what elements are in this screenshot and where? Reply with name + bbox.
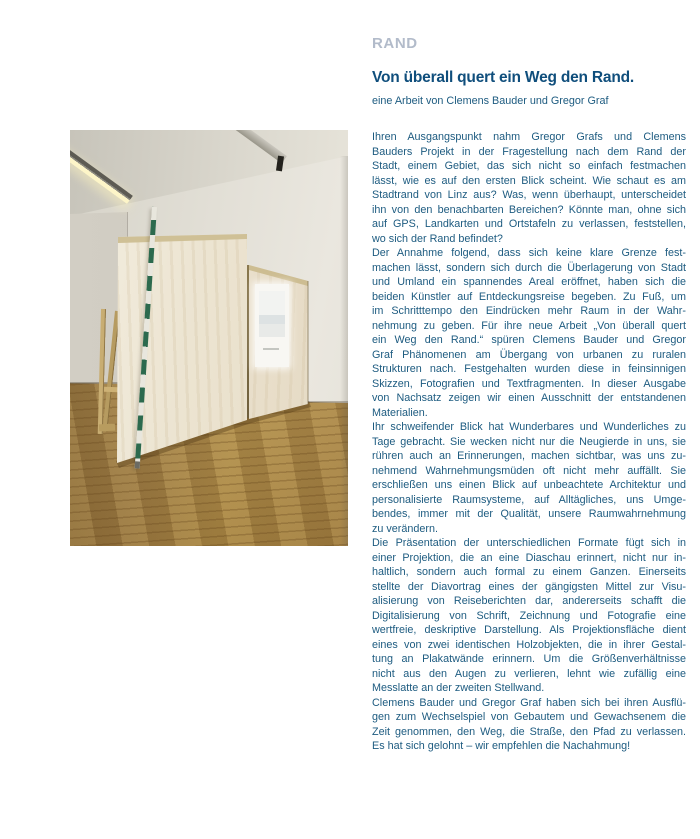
installation-photo [70, 130, 348, 546]
text-line: Die Präsentation der unterschiedlichen Formate fügt sich in [372, 537, 686, 549]
text-line: haltlich, sondern auch formal zu einem Ganzen. Einerseits [372, 566, 686, 578]
text-line: bendes, immer mit der Qualität, unsere Raumwahrnehmung [372, 508, 686, 520]
paragraph [372, 420, 686, 536]
text-line: erschließen uns einen Blick auf unbeachtete Architektur und [372, 479, 686, 491]
text-line: zu verändern. [372, 522, 439, 535]
text-line: machen lässt, sondern sich durch die Überlagerung von Stadt [372, 261, 686, 274]
text-line: ein Weg den Rand.“ spüren Clemens Bauder und Gregor [372, 334, 686, 346]
article-title: Von überall quert ein Weg den Rand. [372, 69, 634, 86]
photo-ladder-foot [99, 424, 115, 432]
text-line: Stadtrand von Linz aus? Was, wenn überhaupt, unterscheidet [372, 189, 686, 201]
photo-ladder-rung [104, 387, 119, 393]
text-line: Zeit genommen, den Weg, die Straße, den Pfad zu verlassen. [372, 725, 686, 738]
text-line: gen zum Wechselspiel von Gebautem und Gewachsenem die [372, 711, 686, 723]
text-line: tung an Plakatwände erinnern. Um die Größenverhältnisse [372, 653, 686, 665]
text-line: nehmung zu geben. Für ihre neue Arbeit „Von überall quert [372, 319, 686, 332]
paragraph [372, 696, 686, 754]
text-line: nehmend Wahrnehmungsmüden oft nicht mehr auffällt. Sie [372, 464, 686, 477]
text-line: Bauders Projekt in der Fragestellung nach dem Rand der [372, 145, 686, 158]
text-line: Graf Phänomenen am Übergang von urbanen zu ruralen [372, 348, 686, 361]
photo-panel-side-line [307, 281, 309, 404]
text-line: beiden Künstler auf Entdeckungsreise begeben. Zu Fuß, um [372, 290, 686, 303]
text-line: wertfreie, deskriptive Darstellung. Als Projektionsfläche dient [372, 624, 686, 636]
text-line: auf GPS, Landkarten und Ortstafeln zu verlassen, feststellen, [372, 218, 686, 230]
photo-projected-image [259, 291, 285, 337]
text-line: Ihr schweifender Blick hat Wunderbares und Wunderliches zu [372, 421, 686, 433]
text-line: von Nachsatz zeigen wir einen Ausschnitt der entstandenen [372, 392, 686, 404]
text-line: Stadt, einem Gebiet, das sich nicht so einfach festmachen [372, 160, 686, 172]
text-line: Messlatte an der zweiten Stellwand. [372, 682, 545, 694]
paragraph [372, 246, 686, 420]
section-label: RAND [372, 35, 418, 52]
article-subtitle: eine Arbeit von Clemens Bauder und Gregor Graf [372, 95, 609, 107]
text-line: im Schritttempo den Eindrücken mehr Raum in der Wahr- [372, 305, 686, 317]
text-line: Es hat sich gelohnt – wir empfehlen die Nachahmung! [372, 740, 631, 752]
photo-projection-slide [255, 284, 289, 367]
text-line: Digitalisierung von Schrift, Zeichnung und Fotografie eine [372, 609, 686, 622]
photo-panel-gap [247, 265, 249, 418]
text-line: Ihren Ausgangspunkt nahm Gregor Grafs und Clemens [372, 131, 686, 143]
photo-projected-caption [263, 348, 279, 350]
text-line: lässt, wie es auf den ersten Blick scheint. Wie schaut es am [372, 174, 686, 187]
paragraph [372, 536, 686, 696]
paragraph [372, 130, 686, 246]
text-line: rühren auch an Erinnerungen, machen sichtbar, was uns zu- [372, 450, 686, 462]
text-line: Strukturen nach. Festgehalten wurden diese in feinsinnigen [372, 363, 686, 375]
photo-edge-shadow [340, 156, 348, 546]
text-line: personalisierte Raumsysteme, auf Alltägliches, uns Umge- [372, 493, 686, 506]
text-line: einer Projektion, die an eine Diaschau erinnert, nicht nur in- [372, 551, 686, 564]
text-line: Clemens Bauder und Gregor Graf haben sich bei ihren Ausflü- [372, 696, 686, 709]
text-line: stellte der Diavortrag eines der gängigsten Mittel zur Visu- [372, 580, 686, 593]
text-line: alisierung von Reiseberichten dar, andererseits schafft die [372, 595, 686, 607]
article-body [372, 130, 686, 754]
text-line: wo sich der Rand befindet? [372, 232, 503, 245]
text-line: und Umland ein spannendes Areal eröffnet, haben sich die [372, 276, 686, 288]
text-line: Materialien. [372, 406, 428, 419]
text-line: Der Annahme folgend, dass sich keine klare Grenze fest- [372, 247, 686, 259]
text-line: Skizzen, Fotografien und Textfragmenten. In dieser Ausgabe [372, 377, 686, 390]
text-line: nicht aus den Augen zu verlieren, lehnt wie zufällig eine [372, 667, 686, 680]
text-line: ihn von den benachbarten Bereichen? Könnte man, ohne sich [372, 203, 686, 216]
text-line: eines von zwei identischen Holzobjekten, die in ihrer Gestal- [372, 638, 686, 651]
text-line: Tage gebracht. Sie wecken nicht nur die Neugierde in uns, sie [372, 435, 686, 448]
